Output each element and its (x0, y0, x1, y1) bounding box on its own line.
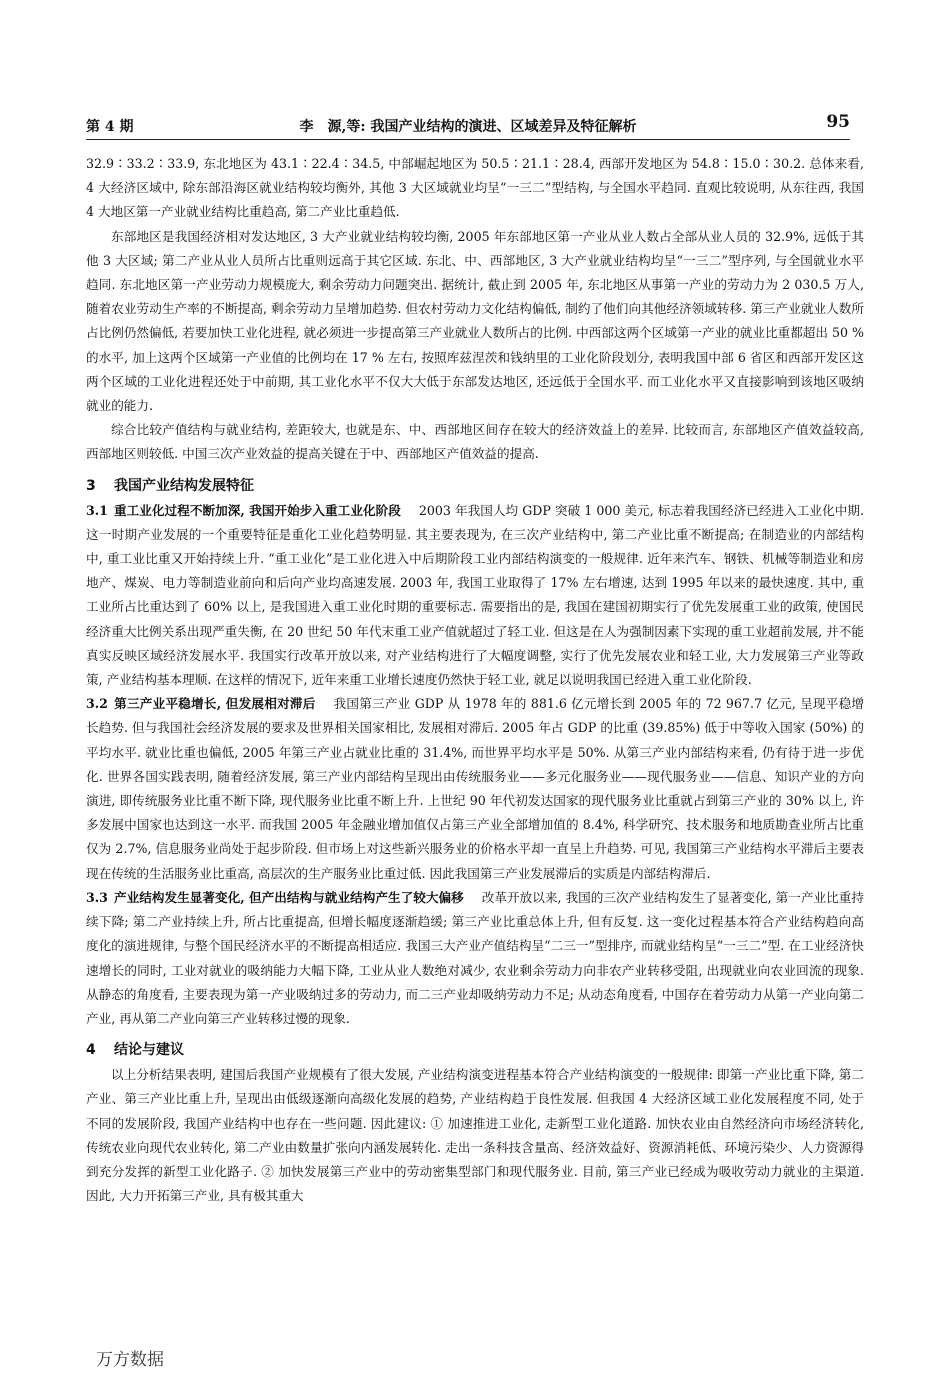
issue-number: 第 4 期 (86, 119, 134, 135)
subsection-3-1 (86, 499, 864, 693)
subsection-3-3-title: 产业结构发生显著变化, 但产出结构与就业结构产生了较大偏移 (113, 889, 464, 905)
paragraph-comparison: 综合比较产值结构与就业结构, 差距较大, 也就是东、中、西部地区间存在较大的经济效益上的差异. 比较而言, 东部地区产值效益较高, 西部地区则较低. 中国三次产业效益的提高关键在于中、西部地区产值效益的提高. (86, 422, 864, 462)
subsection-3-2 (86, 692, 864, 886)
section-3-title: 我国产业结构发展特征 (114, 477, 254, 494)
section-4-heading (86, 1037, 864, 1063)
article-body (86, 152, 864, 1208)
section-3-heading (86, 473, 864, 499)
running-header (86, 112, 850, 140)
subsection-3-2-title: 第三产业平稳增长, 但发展相对滞后 (113, 696, 316, 712)
subsection-3-1-text: 2003 年我国人均 GDP 突破 1 000 美元, 标志着我国经济已经进入工业化中期. 这一时期产业发展的一个重要特征是重化工业化趋势明显. 其主要表现为, 在三次产业结构中, 第二产业比重不断提高; 在制造业的内部结构中, 重工业比重又开始持续上升. “重工业化”是工业化进入中后期阶段工业内部结构演变的一般规律. 近年来汽车、钢铁、机械等制造业和房地产、煤炭、电力等制造业前向和后向产业均高速发展. 2003 年, 我国工业取得了 17% 左右增速, 达到 1995 年以来的最快速度. 其中, 重工业所占比重达到了 60% 以上, 是我国进入重工业化时期的重要标志. 需要指出的是, 我国在建国初期实行了优先发展重工业的政策, 使国民经济重大比例关系出现严重失衡, 在 20 世纪 50 年代末重工业产值就超过了轻工业. 但这是在人为强制因素下实现的重工业超前发展, 并不能真实反映区域经济发展水平. 我国实行改革开放以来, 对产业结构进行了大幅度调整, 实行了优先发展农业和轻工业, 大力发展第三产业等政策, 产业结构基本理顺. 在这样的情况下, 近年来重工业增长速度仍然快于轻工业, 就足以说明我国已经进入重工业化阶段. (86, 502, 864, 688)
watermark-footer: 万方数据 (96, 1350, 164, 1370)
subsection-3-2-text: 我国第三产业 GDP 从 1978 年的 881.6 亿元增长到 2005 年的 72 967.7 亿元, 呈现平稳增长趋势. 但与我国社会经济发展的要求及世界相关国家相比, 发展相对滞后. 2005 年占 GDP 的比重 (39.85%) 低于中等收入国家 (50%) 的平均水平. 就业比重也偏低, 2005 年第三产业占就业比重的 31.4%, 而世界平均水平是 50%. 从第三产业内部结构来看, 仍有待于进一步优化. 世界各国实践表明, 随着经济发展, 第三产业内部结构呈现出由传统服务业——多元化服务业——现代服务业——信息、知识产业的方向演进, 即传统服务业比重不断下降, 现代服务业比重不断上升. 上世纪 90 年代初发达国家的现代服务业比重就占到第三产业的 30% 以上, 许多发展中国家也达到这一水平. 而我国 2005 年金融业增加值仅占第三产业全部增加值的 8.4%, 科学研究、技术服务和地质勘查业所占比重仅为 2.7%, 信息服务业尚处于起步阶段. 但市场上对这些新兴服务业的价格水平却一直呈上升趋势. 可见, 我国第三产业结构水平滞后主要表现在传统的生活服务业比重高, 高层次的生产服务业比重过低. 因此我国第三产业发展滞后的实质是内部结构滞后. (86, 696, 864, 881)
paragraph-continued: 32.9∶33.2∶33.9, 东北地区为 43.1∶22.4∶34.5, 中部崛起地区为 50.5∶21.1∶28.4, 西部开发地区为 54.8∶15.0∶30.2. 总体来看, 4 大经济区域中, 除东部沿海区就业结构较均衡外, 其他 3 大区域就业均呈“一三二”型结构, 与全国水平趋同. 直观比较说明, 从东往西, 我国 4 大地区第一产业就业结构比重趋高, 第二产业比重趋低. (86, 156, 864, 220)
page-number: 95 (826, 112, 850, 132)
subsection-3-3-text: 改革开放以来, 我国的三次产业结构发生了显著变化, 第一产业比重持续下降; 第二产业持续上升, 所占比重提高, 但增长幅度逐渐趋缓; 第三产业比重总体上升, 但有反复. 这一变化过程基本符合产业结构趋向高度化的演进规律, 与整个国民经济水平的不断提高相适应. 我国三大产业产值结构呈“二三一”型排序, 而就业结构呈“一三二”型. 在工业经济快速增长的同时, 工业对就业的吸纳能力大幅下降, 工业从业人数绝对减少, 农业剩余劳动力向非农产业转移受阻, 出现就业向农业回流的现象. 从静态的角度看, 主要表现为第一产业吸纳过多的劳动力, 而二三产业却吸纳劳动力不足; 从动态角度看, 中国存在着劳动力从第一产业向第二产业, 再从第二产业向第三产业转移过慢的现象. (86, 889, 864, 1026)
subsection-3-1-number: 3.1 (86, 502, 108, 518)
subsection-3-3 (86, 886, 864, 1031)
paragraph-conclusion: 以上分析结果表明, 建国后我国产业规模有了很大发展, 产业结构演变进程基本符合产业结构演变的一般规律: 即第一产业比重下降, 第二产业、第三产业比重上升, 呈现出由低级逐渐向高级化发展的趋势, 产业结构趋于良性发展. 但我国 4 大经济区域工业化发展程度不同, 处于不同的发展阶段, 我国产业结构中也存在一些问题. 因此建议: ① 加速推进工业化, 走新型工业化道路. 加快农业由自然经济向市场经济转化, 传统农业向现代农业转化, 第二产业由数量扩张向内涵发展转化. 走出一条科技含量高、经济效益好、资源消耗低、环境污染少、人力资源得到充分发挥的新型工业化路子. ② 加快发展第三产业中的劳动密集型部门和现代服务业. 目前, 第三产业已经成为吸收劳动力就业的主渠道. 因此, 大力开拓第三产业, 具有极其重大 (86, 1067, 864, 1204)
header-rule (86, 139, 850, 140)
running-title: 李 源,等: 我国产业结构的演进、区域差异及特征解析 (299, 119, 637, 135)
subsection-3-1-title: 重工业化过程不断加深, 我国开始步入重工业化阶段 (113, 502, 401, 518)
subsection-3-2-number: 3.2 (86, 696, 108, 712)
section-3-number: 3 (86, 477, 96, 494)
section-4-number: 4 (86, 1042, 96, 1059)
subsection-3-3-number: 3.3 (86, 889, 108, 905)
section-4-title: 结论与建议 (114, 1042, 184, 1059)
paragraph-east-region: 东部地区是我国经济相对发达地区, 3 大产业就业结构较均衡, 2005 年东部地区第一产业从业人数占全部从业人员的 32.9%, 远低于其他 3 大区域; 第二产业从业人员所占比重则远高于其它区域. 东北、中、西部地区, 3 大产业就业结构均呈“一三二”型序列, 与全国就业水平趋同. 东北地区第一产业劳动力规模庞大, 剩余劳动力问题突出. 据统计, 截止到 2005 年, 东北地区从事第一产业的劳动力为 2 030.5 万人, 随着农业劳动生产率的不断提高, 剩余劳动力呈增加趋势. 但农村劳动力文化结构偏低, 制约了他们向其他经济领域转移. 第三产业就业人数所占比例仍然偏低, 若要加快工业化进程, 就必须进一步提高第三产业就业人数所占的比例. 中西部这两个区域第一产业的就业比重都超出 50 % 的水平, 加上这两个区域第一产业值的比例均在 17 % 左右, 按照库兹涅茨和钱纳里的工业化阶段划分, 表明我国中部 6 省区和西部开发区这两个区域的工业化进程还处于中前期, 其工业化水平不仅大大低于东部发达地区, 还远低于全国水平. 而工业化水平又直接影响到该地区吸纳就业的能力. (86, 228, 864, 414)
